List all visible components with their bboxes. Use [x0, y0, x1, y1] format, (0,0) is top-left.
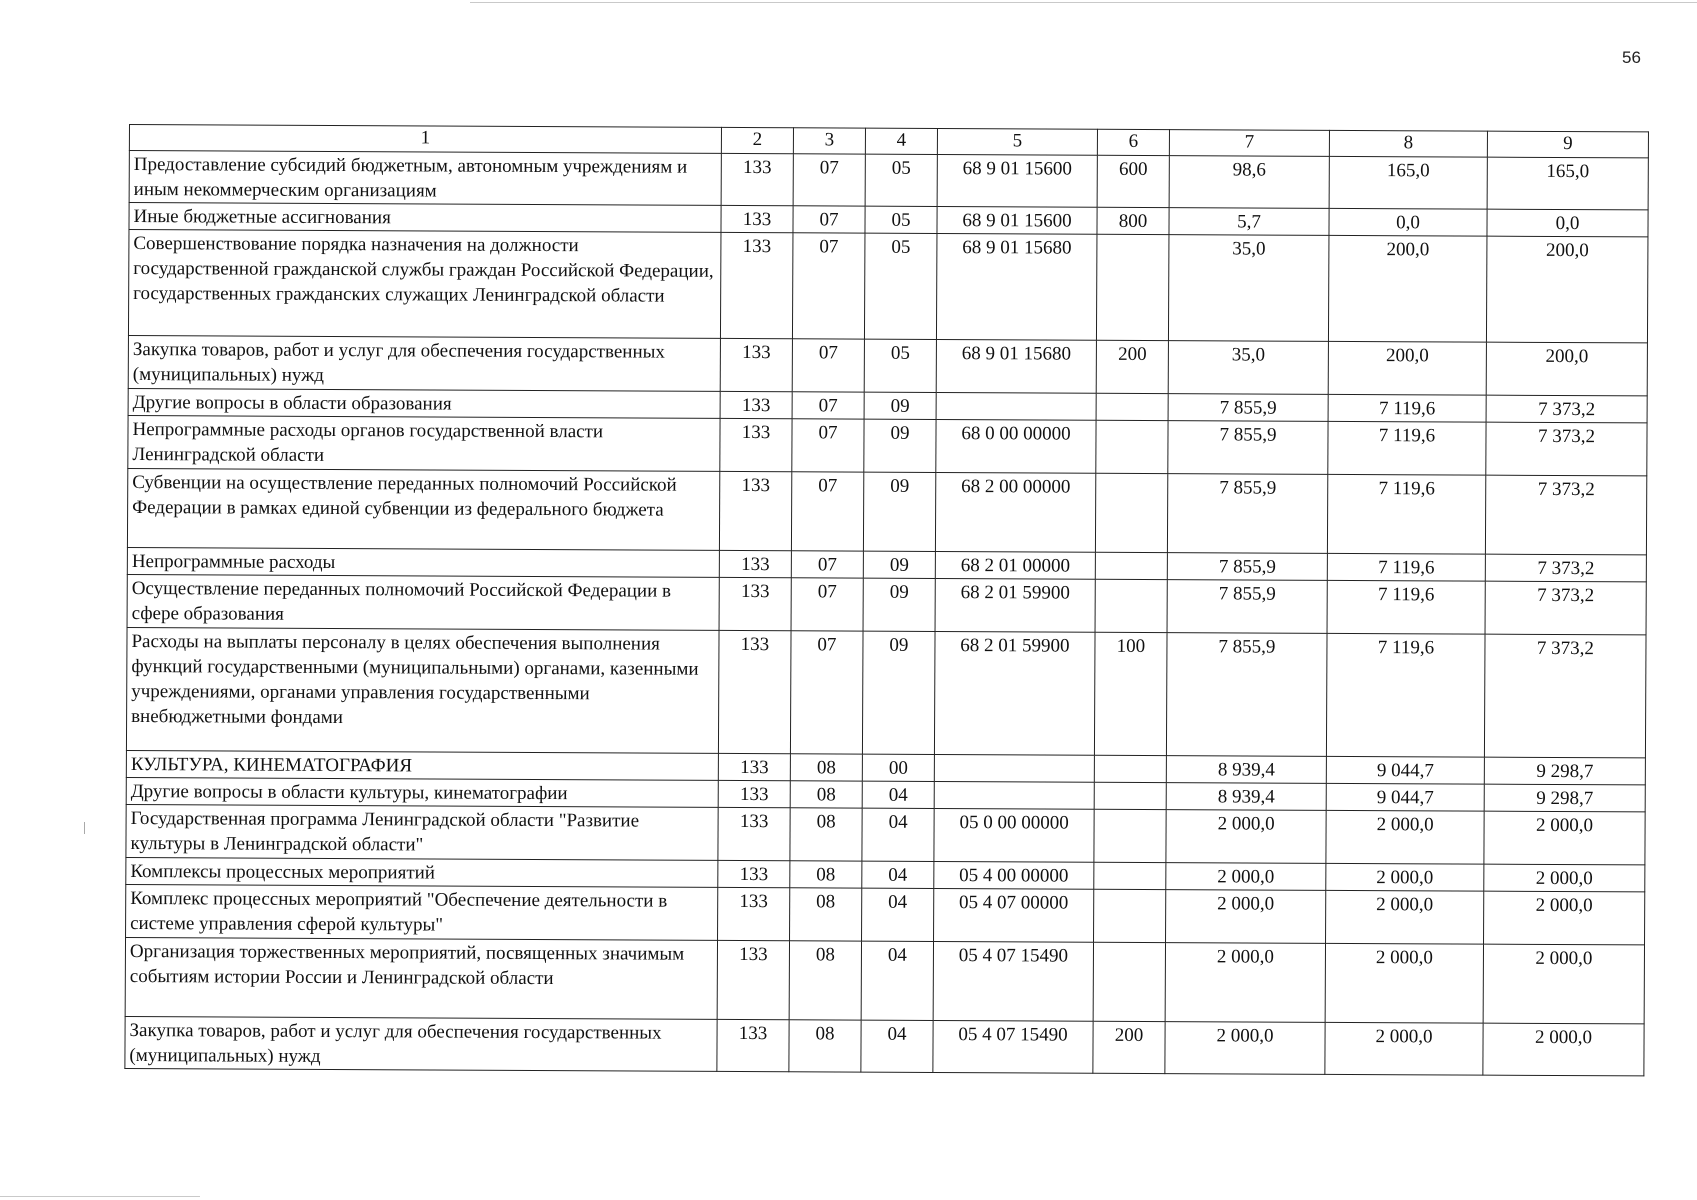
row-code-target	[934, 754, 1094, 782]
row-value-col9: 7 373,2	[1485, 475, 1646, 555]
row-code-target: 68 2 00 00000	[935, 472, 1095, 552]
row-code-grbs: 133	[719, 550, 791, 577]
row-value-col9: 7 373,2	[1484, 634, 1646, 758]
row-code-subsection: 04	[861, 1020, 933, 1072]
row-code-expense-type	[1094, 889, 1166, 942]
row-code-section: 08	[790, 781, 862, 808]
row-name: Комплексы процессных мероприятий	[126, 857, 718, 887]
row-value-col7: 2 000,0	[1166, 863, 1326, 891]
row-value-col8: 165,0	[1329, 156, 1487, 209]
header-cell: 7	[1169, 130, 1329, 157]
row-code-subsection: 09	[863, 578, 935, 631]
table-row	[128, 415, 1647, 475]
row-name: Иные бюджетные ассигнования	[129, 203, 721, 233]
row-value-col7: 8 939,4	[1166, 783, 1326, 811]
row-value-col9: 7 373,2	[1486, 422, 1647, 476]
row-code-section: 08	[790, 861, 862, 888]
row-code-subsection: 04	[862, 781, 934, 808]
row-code-subsection: 04	[862, 861, 934, 888]
row-code-section: 08	[790, 754, 862, 781]
row-code-subsection: 04	[861, 941, 933, 1020]
row-code-expense-type	[1095, 552, 1167, 579]
row-code-subsection: 05	[865, 154, 937, 206]
row-code-section: 07	[792, 419, 864, 472]
row-code-grbs: 133	[720, 232, 793, 338]
row-value-col8: 2 000,0	[1326, 890, 1484, 944]
row-code-target: 68 9 01 15600	[937, 206, 1097, 234]
row-code-target: 05 0 00 00000	[934, 808, 1094, 862]
row-name: Закупка товаров, работ и услуг для обеспечения государственных (муниципальных) нужд	[125, 1016, 717, 1071]
scan-speck	[84, 822, 85, 834]
row-code-expense-type	[1095, 473, 1167, 552]
table-row	[126, 804, 1645, 864]
row-code-subsection: 00	[862, 754, 934, 781]
header-cell: 4	[865, 128, 937, 154]
row-code-section: 07	[792, 339, 864, 392]
header-cell: 6	[1097, 129, 1169, 155]
page-number: 56	[1622, 48, 1641, 67]
row-name: Непрограммные расходы органов государственной власти Ленинградской области	[128, 415, 720, 471]
table-row	[129, 151, 1648, 210]
row-value-col8: 9 044,7	[1326, 756, 1484, 784]
row-value-col8: 2 000,0	[1326, 863, 1484, 891]
row-value-col8: 200,0	[1328, 235, 1487, 342]
row-value-col8: 7 119,6	[1326, 633, 1485, 757]
row-code-section: 08	[790, 808, 862, 861]
row-value-col9: 165,0	[1487, 157, 1648, 210]
row-code-grbs: 133	[720, 338, 792, 391]
row-code-section: 07	[791, 472, 863, 551]
row-value-col7: 7 855,9	[1166, 633, 1327, 757]
row-code-target: 68 9 01 15680	[936, 339, 1096, 393]
row-value-col7: 2 000,0	[1165, 1022, 1325, 1075]
row-code-subsection: 05	[864, 233, 937, 339]
row-value-col7: 7 855,9	[1167, 580, 1327, 634]
row-value-col8: 9 044,7	[1326, 783, 1484, 811]
row-value-col8: 2 000,0	[1325, 943, 1483, 1023]
budget-table	[124, 124, 1649, 1076]
row-code-expense-type: 200	[1093, 1021, 1165, 1073]
row-code-expense-type	[1093, 942, 1165, 1021]
row-code-subsection: 05	[865, 206, 937, 233]
row-code-subsection: 09	[862, 631, 935, 754]
table-row	[125, 1016, 1644, 1075]
row-value-col7: 8 939,4	[1166, 756, 1326, 784]
row-value-col8: 7 119,6	[1327, 580, 1485, 634]
row-code-grbs: 133	[721, 205, 793, 232]
row-code-section: 08	[789, 941, 861, 1020]
row-value-col8: 7 119,6	[1328, 421, 1486, 475]
row-code-target	[936, 392, 1096, 420]
row-code-subsection: 09	[864, 392, 936, 419]
row-value-col9: 200,0	[1486, 236, 1648, 343]
row-code-grbs: 133	[719, 577, 791, 630]
row-name: Осуществление переданных полномочий Российской Федерации в сфере образования	[127, 574, 719, 630]
row-code-target: 68 2 01 00000	[935, 551, 1095, 579]
table-row	[126, 627, 1646, 757]
row-code-expense-type	[1096, 420, 1168, 473]
row-code-section: 07	[791, 551, 863, 578]
row-value-col7: 98,6	[1169, 156, 1329, 209]
row-code-expense-type	[1096, 393, 1168, 420]
row-value-col7: 5,7	[1169, 208, 1329, 236]
row-name: Другие вопросы в области образования	[128, 388, 720, 418]
row-code-expense-type	[1094, 862, 1166, 889]
row-code-subsection: 09	[863, 551, 935, 578]
row-code-grbs: 133	[717, 1019, 789, 1071]
row-name: Совершенствование порядка назначения на должности государственной гражданской службы граждан Российской Федерации, государственных гражданских служащих Ленинградской области	[128, 230, 721, 339]
row-code-expense-type: 600	[1097, 155, 1169, 207]
row-value-col7: 2 000,0	[1166, 890, 1326, 944]
row-code-section: 07	[792, 233, 865, 339]
row-value-col7: 7 855,9	[1168, 394, 1328, 422]
row-code-grbs: 133	[720, 391, 792, 418]
scan-edge-bottom	[0, 1196, 200, 1197]
row-name: Расходы на выплаты персоналу в целях обеспечения выполнения функций государственными (муниципальными) органами, казенными учреждениями, органами управления государственными внебюджетными фондами	[126, 627, 719, 753]
table-row	[127, 574, 1646, 634]
row-value-col7: 7 855,9	[1168, 421, 1328, 475]
table-row	[128, 230, 1647, 343]
row-code-grbs: 133	[718, 630, 791, 753]
row-code-section: 07	[791, 578, 863, 631]
row-code-subsection: 04	[862, 808, 934, 861]
row-name: Организация торжественных мероприятий, посвященных значимым событиям истории России и Ленинградской области	[125, 937, 717, 1019]
row-code-subsection: 04	[862, 888, 934, 941]
row-code-expense-type	[1094, 755, 1166, 782]
row-code-expense-type	[1094, 809, 1166, 862]
table-row	[127, 468, 1646, 554]
row-code-target: 68 2 01 59900	[935, 578, 1095, 632]
header-cell: 2	[721, 127, 793, 153]
row-value-col9: 2 000,0	[1483, 1023, 1644, 1076]
row-code-subsection: 09	[864, 419, 936, 472]
row-code-section: 07	[792, 392, 864, 419]
row-value-col9: 9 298,7	[1484, 757, 1645, 785]
header-cell: 3	[793, 128, 865, 154]
row-code-section: 07	[793, 206, 865, 233]
row-value-col7: 7 855,9	[1167, 553, 1327, 581]
scan-edge-top	[470, 2, 1697, 3]
row-value-col9: 2 000,0	[1483, 944, 1644, 1024]
row-name: Государственная программа Ленинградской области "Развитие культуры в Ленинградской области"	[126, 804, 718, 860]
row-value-col7: 2 000,0	[1166, 810, 1326, 864]
row-value-col8: 7 119,6	[1327, 474, 1485, 554]
row-value-col9: 2 000,0	[1484, 891, 1645, 945]
row-value-col9: 2 000,0	[1484, 864, 1645, 892]
row-code-target: 68 9 01 15680	[936, 233, 1097, 340]
row-code-grbs: 133	[720, 418, 792, 471]
row-name: Комплекс процессных мероприятий "Обеспечение деятельности в системе управления сферой культуры"	[126, 884, 718, 940]
row-code-target	[934, 781, 1094, 809]
row-code-expense-type: 800	[1097, 207, 1169, 234]
row-value-col7: 35,0	[1168, 341, 1328, 395]
row-code-section: 08	[789, 1020, 861, 1072]
row-code-grbs: 133	[718, 780, 790, 807]
row-code-section: 08	[790, 888, 862, 941]
header-cell: 9	[1487, 131, 1648, 158]
row-value-col9: 7 373,2	[1485, 554, 1646, 582]
header-cell: 1	[129, 125, 721, 154]
row-code-grbs: 133	[718, 753, 790, 780]
row-code-target: 05 4 07 15490	[933, 941, 1093, 1021]
row-code-expense-type	[1096, 234, 1169, 340]
row-value-col8: 2 000,0	[1326, 810, 1484, 864]
row-name: КУЛЬТУРА, КИНЕМАТОГРАФИЯ	[126, 750, 718, 780]
row-value-col9: 9 298,7	[1484, 784, 1645, 812]
row-code-expense-type: 100	[1094, 632, 1167, 755]
row-code-grbs: 133	[721, 153, 793, 205]
row-value-col9: 200,0	[1486, 342, 1647, 396]
row-value-col7: 35,0	[1168, 235, 1329, 342]
row-code-target: 05 4 00 00000	[934, 861, 1094, 889]
row-code-grbs: 133	[717, 940, 789, 1019]
row-code-target: 05 4 07 00000	[934, 888, 1094, 942]
row-code-expense-type	[1095, 579, 1167, 632]
row-value-col8: 200,0	[1328, 341, 1486, 395]
header-cell: 5	[937, 128, 1097, 155]
row-code-subsection: 09	[863, 472, 935, 551]
header-cell: 8	[1329, 130, 1487, 157]
row-code-expense-type	[1094, 782, 1166, 809]
row-value-col8: 2 000,0	[1325, 1022, 1483, 1075]
row-code-grbs: 133	[718, 887, 790, 940]
row-value-col8: 7 119,6	[1327, 553, 1485, 581]
table-row	[126, 884, 1645, 944]
row-value-col9: 7 373,2	[1486, 395, 1647, 423]
row-value-col7: 7 855,9	[1167, 474, 1327, 554]
row-value-col9: 0,0	[1487, 209, 1648, 237]
table-row	[128, 335, 1647, 395]
row-value-col8: 7 119,6	[1328, 394, 1486, 422]
row-value-col8: 0,0	[1329, 208, 1487, 236]
row-code-section: 07	[793, 154, 865, 206]
row-code-target: 68 9 01 15600	[937, 154, 1097, 207]
row-code-grbs: 133	[719, 471, 791, 550]
row-code-grbs: 133	[718, 807, 790, 860]
row-name: Закупка товаров, работ и услуг для обеспечения государственных (муниципальных) нужд	[128, 335, 720, 391]
row-code-target: 05 4 07 15490	[933, 1020, 1093, 1073]
row-code-expense-type: 200	[1096, 340, 1168, 393]
row-value-col9: 2 000,0	[1484, 811, 1645, 865]
row-name: Другие вопросы в области культуры, кинематографии	[126, 777, 718, 807]
row-code-subsection: 05	[864, 339, 936, 392]
table-row	[125, 937, 1644, 1023]
row-code-target: 68 2 01 59900	[934, 631, 1095, 755]
row-value-col7: 2 000,0	[1165, 943, 1325, 1023]
row-name: Непрограммные расходы	[127, 547, 719, 577]
row-name: Предоставление субсидий бюджетным, автономным учреждениям и иным некоммерческим организациям	[129, 151, 721, 206]
row-code-section: 07	[790, 631, 863, 754]
row-value-col9: 7 373,2	[1485, 581, 1646, 635]
row-code-target: 68 0 00 00000	[936, 419, 1096, 473]
row-code-grbs: 133	[718, 860, 790, 887]
row-name: Субвенции на осуществление переданных полномочий Российской Федерации в рамках единой субвенции из федерального бюджета	[127, 468, 719, 550]
